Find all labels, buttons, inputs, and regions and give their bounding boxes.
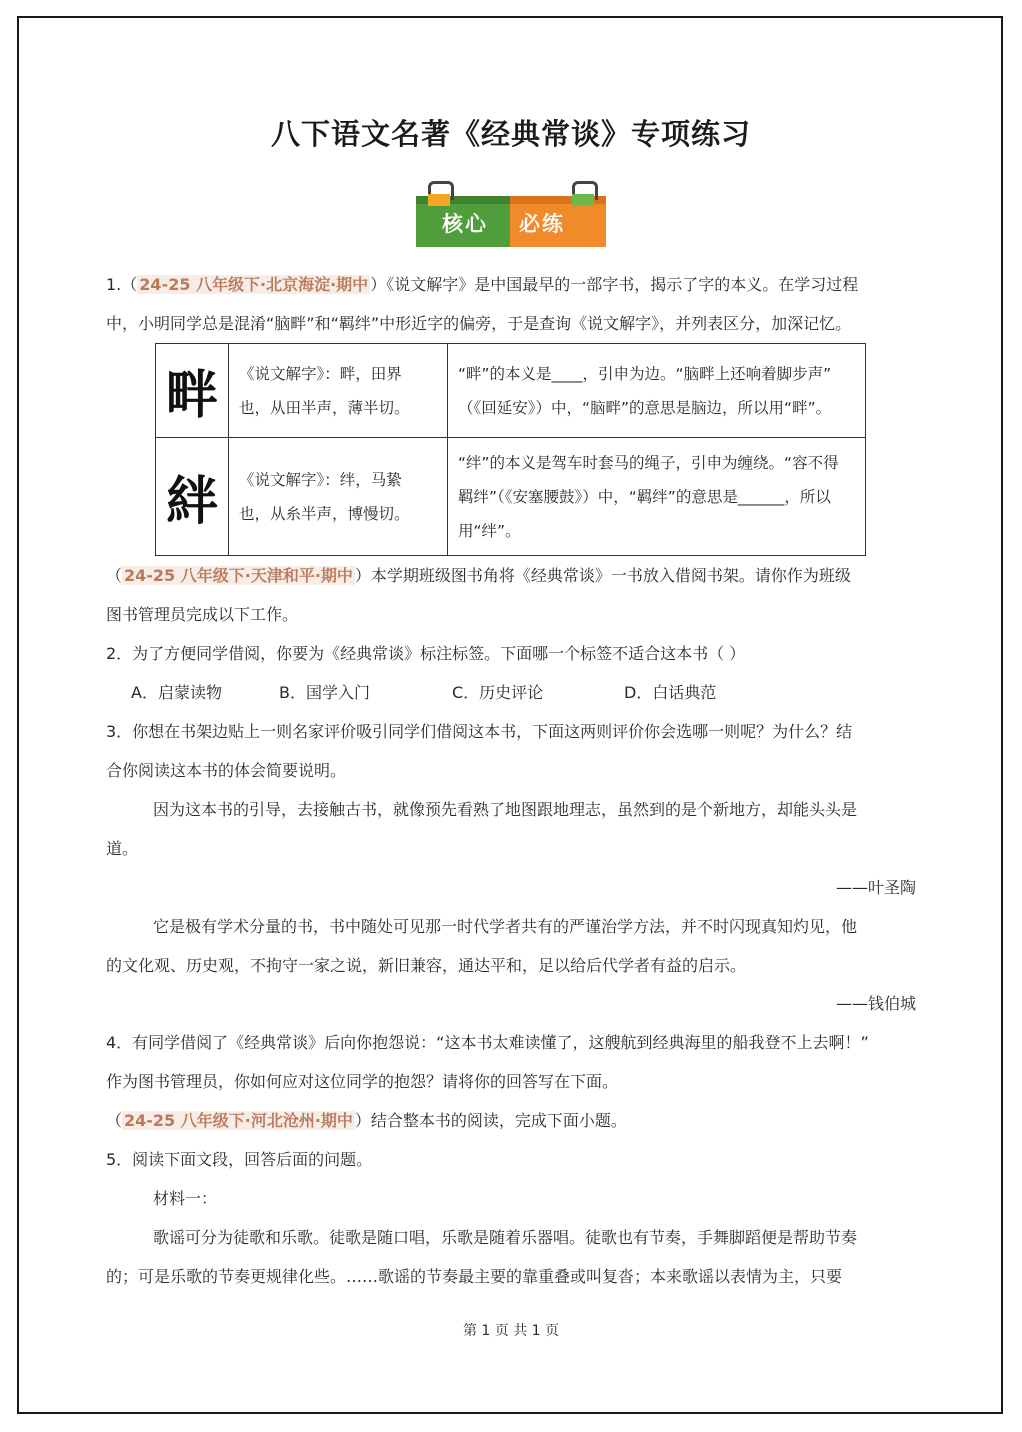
table-desc <box>229 438 448 556</box>
banner-right-text: 必练 <box>519 212 565 236</box>
meaning-line: 羁绊”（《安塞腰鼓》）中，“羁绊”的意思是______，所以 <box>458 487 831 506</box>
q4-line-2: 作为图书管理员，你如何应对这位同学的抱怨？请将你的回答写在下面。 <box>106 1072 619 1091</box>
table-meaning <box>448 438 866 556</box>
quote1-line-1: 因为这本书的引导，去接触古书，就像预先看熟了地图跟地理志，虽然到的是个新地方，却能头头是 <box>153 800 858 819</box>
group2-line-1 <box>106 566 851 586</box>
q5-para-line-1: 歌谣可分为徒歌和乐歌。徒歌是随口唱，乐歌是随着乐器唱。徒歌也有节奏，手舞脚蹈便是帮助节奏 <box>153 1228 858 1247</box>
meaning-line: “畔”的本义是____，引申为边。“脑畔上还响着脚步声” <box>458 364 832 383</box>
quote1-author: ——叶圣陶 <box>835 878 916 897</box>
meaning-line: 用“绊”。 <box>458 521 521 540</box>
meaning-line: （《回延安》）中，“脑畔”的意思是脑边，所以用“畔”。 <box>458 398 832 417</box>
q3-line-1: 3．你想在书架边贴上一则名家评价吸引同学们借阅这本书，下面这两则评价你会选哪一则呢？为什么？结 <box>106 722 853 741</box>
q1-line-1 <box>106 275 858 295</box>
group3-line <box>106 1111 627 1131</box>
banner-left-text: 核心 <box>442 212 488 236</box>
paper-clip-left-base <box>428 194 450 206</box>
group3-text: ）结合整本书的阅读，完成下面小题。 <box>354 1111 627 1130</box>
desc-line: 《说文解字》：绊，马絷 <box>239 470 402 489</box>
table-row <box>156 344 866 438</box>
q1-line-2: 中，小明同学总是混淆“脑畔”和“羁绊”中形近字的偏旁，于是查询《说文解字》，并列表区分，加深记忆。 <box>106 314 852 333</box>
desc-line: 《说文解字》：畔，田界 <box>239 364 402 383</box>
q1-prefix: 1.（ <box>106 275 138 294</box>
group2-open: （ <box>106 566 123 585</box>
q2-text: 2．为了方便同学借阅，你要为《经典常谈》标注标签。下面哪一个标签不适合这本书（ ） <box>106 644 746 663</box>
q5-para-line-2: 的；可是乐歌的节奏更规律化些。……歌谣的节奏最主要的靠重叠或叫复沓；本来歌谣以表情为主，只要 <box>106 1267 843 1286</box>
desc-line: 也，从田半声，薄半切。 <box>239 398 410 417</box>
q1-source: 24-25 八年级下·北京海淀·期中 <box>139 275 369 294</box>
q2-option-a[interactable]: A．启蒙读物 <box>131 683 222 702</box>
group3-open: （ <box>106 1111 123 1130</box>
desc-line: 也，从糸半声，博慢切。 <box>239 504 410 523</box>
paper-clip-right-base <box>572 194 594 206</box>
quote2-line-2: 的文化观、历史观，不拘守一家之说，新旧兼容，通达平和，足以给后代学者有益的启示。 <box>106 956 747 975</box>
page-footer: 第 1 页 共 1 页 <box>462 1323 560 1339</box>
page-title: 八下语文名著《经典常谈》专项练习 <box>270 117 751 151</box>
q3-line-2: 合你阅读这本书的体会简要说明。 <box>106 761 347 780</box>
seal-glyph-pan: 畔 <box>156 344 229 438</box>
group2-text-1: ）本学期班级图书角将《经典常谈》一书放入借阅书架。请你作为班级 <box>354 566 851 585</box>
q1-text-1: ）《说文解字》是中国最早的一部字书，揭示了字的本义。在学习过程 <box>370 275 859 294</box>
q5-text: 5．阅读下面文段，回答后面的问题。 <box>106 1150 373 1169</box>
group2-source: 24-25 八年级下·天津和平·期中 <box>124 566 353 585</box>
character-table <box>155 343 866 556</box>
seal-glyph-ban: 絆 <box>156 438 229 556</box>
q5-material-label: 材料一： <box>153 1189 218 1208</box>
q2-option-d[interactable]: D．白话典范 <box>624 683 717 702</box>
q2-option-c[interactable]: C．历史评论 <box>452 683 544 702</box>
group3-source: 24-25 八年级下·河北沧州·期中 <box>124 1111 353 1130</box>
q2-option-b[interactable]: B．国学入门 <box>279 683 370 702</box>
table-row <box>156 438 866 556</box>
quote1-line-2: 道。 <box>106 839 139 858</box>
q4-line-1: 4．有同学借阅了《经典常谈》后向你抱怨说：“这本书太难读懂了，这艘航到经典海里的船我登不上去啊！” <box>106 1033 869 1052</box>
group2-line-2: 图书管理员完成以下工作。 <box>106 605 299 624</box>
table-meaning <box>448 344 866 438</box>
meaning-line: “绊”的本义是驾车时套马的绳子，引申为缠绕。“容不得 <box>458 453 839 472</box>
quote2-author: ——钱伯城 <box>835 994 916 1013</box>
quote2-line-1: 它是极有学术分量的书，书中随处可见那一时代学者共有的严谨治学方法，并不时闪现真知灼见，他 <box>153 917 858 936</box>
table-desc <box>229 344 448 438</box>
